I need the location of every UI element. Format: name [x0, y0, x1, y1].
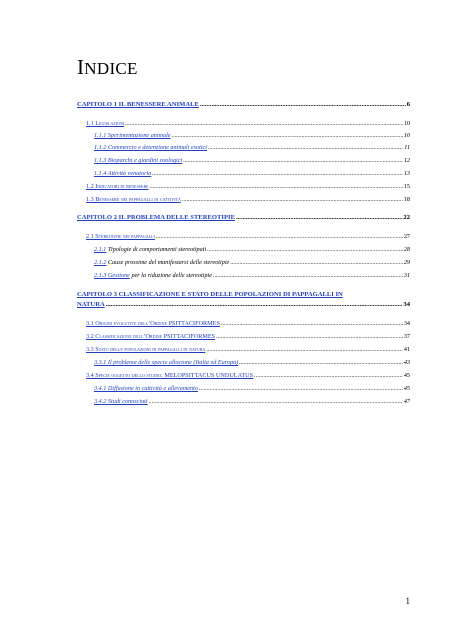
toc-entry-3-4[interactable] [86, 371, 410, 380]
toc-entry-text: Cause prossime del manifestarsi delle stereotipie [107, 259, 230, 266]
toc-link[interactable]: 3.1 Origini evolutive dell’Ordine PSITTACIFORMES [86, 320, 220, 327]
toc-entry-chapter-1[interactable] [77, 100, 410, 109]
leader-dots [213, 271, 403, 280]
toc-entry-2-1-2[interactable] [94, 258, 410, 267]
toc-link[interactable]: 3.3 Stato delle popolazioni di pappagalli in natura [86, 346, 206, 353]
leader-dots [156, 232, 403, 241]
toc-entry-2-1-1[interactable] [94, 245, 410, 254]
toc-link[interactable]: 1.1.4 Attività venatoria [94, 170, 152, 177]
toc-link[interactable]: CAPITOLO 3 CLASSIFICAZIONE E STATO DELLE POPOLAZIONI DI PAPPAGALLI IN [77, 291, 343, 298]
leader-dots [254, 371, 403, 380]
toc-link[interactable]: 1.1.1 Sperimentazione animale [94, 132, 171, 139]
toc-entry-1-3[interactable] [86, 195, 410, 204]
toc-entry-3-4-2[interactable] [94, 397, 410, 406]
leader-dots [125, 119, 403, 128]
toc-entry-chapter-3[interactable] [77, 300, 410, 309]
leader-dots [207, 245, 403, 254]
toc-page-number: 11 [404, 144, 410, 151]
leader-dots [152, 169, 403, 178]
toc-page-number: 15 [403, 183, 410, 190]
toc-entry-text: per la riduzione delle stereotipie [131, 272, 213, 279]
toc-page-number: 28 [403, 246, 410, 253]
toc-entry-chapter-3-line-1[interactable] [77, 290, 343, 299]
toc-page-number: 18 [403, 196, 410, 203]
toc-link[interactable]: 1.2 Indicatori di benessere [86, 183, 149, 190]
toc-page-number: 34 [403, 320, 410, 327]
toc-page-number: 41 [403, 346, 410, 353]
toc-page-number: 45 [403, 372, 410, 379]
toc-page-number: 43 [403, 359, 410, 366]
toc-page-number: 45 [403, 385, 410, 392]
toc-entry-3-3[interactable] [86, 345, 410, 354]
toc-link[interactable]: 1.1 Legislazioni [86, 120, 125, 127]
toc-entry-3-3-1[interactable] [94, 358, 410, 367]
toc-page-number: 12 [403, 157, 410, 164]
leader-dots [149, 397, 403, 406]
toc-page-number: 13 [403, 170, 410, 177]
leader-dots [106, 300, 403, 309]
toc-page-number: 6 [406, 101, 410, 108]
toc-page-number: 10 [403, 120, 410, 127]
toc-entry-2-1-3[interactable] [94, 271, 410, 280]
toc-page-number: 27 [403, 233, 410, 240]
leader-dots [172, 131, 403, 140]
toc-link[interactable]: 2.1 Stereotipie nei pappagalli [86, 233, 155, 240]
page-number: 1 [405, 596, 410, 606]
leader-dots [182, 195, 403, 204]
toc-entry-1-2[interactable] [86, 182, 410, 191]
toc-link[interactable]: 3.4.1 Diffusione in cattività e allevamento [94, 385, 198, 392]
leader-dots [216, 332, 403, 341]
toc-link[interactable]: CAPITOLO 2 IL PROBLEMA DELLE STEREOTIPIE [77, 214, 235, 221]
toc-page-number: 47 [403, 398, 410, 405]
leader-dots [183, 156, 403, 165]
toc-entry-2-1[interactable] [86, 232, 410, 241]
toc-link[interactable]: 2.1.2 [94, 259, 107, 266]
toc-page-number: 34 [403, 301, 410, 308]
toc-entry-1-1-2[interactable] [94, 143, 410, 152]
toc-page-number: 10 [403, 132, 410, 139]
toc-entry-3-1[interactable] [86, 319, 410, 328]
toc-link[interactable]: CAPITOLO 1 IL BENESSERE ANIMALE [77, 101, 199, 108]
leader-dots [236, 213, 402, 222]
toc-page-number: 37 [403, 333, 410, 340]
toc-entry-1-1[interactable] [86, 119, 410, 128]
page-title: INDICE [77, 55, 138, 79]
leader-dots [239, 358, 403, 367]
toc-link[interactable]: 3.3.1 Il problema delle specie alloctone (Italia ed Europa) [94, 359, 239, 366]
toc-link[interactable]: 3.4 Specie oggetto dello studio: MELOPSITTACUS UNDULATUS [86, 372, 254, 379]
leader-dots [230, 258, 403, 267]
toc-link[interactable]: 2.1.1 [94, 246, 107, 253]
leader-dots [150, 182, 403, 191]
leader-dots [206, 345, 402, 354]
toc-link[interactable]: 3.4.2 Studi conosciuti [94, 398, 148, 405]
toc-link[interactable]: 1.3 Benessere nei pappagalli in cattività [86, 196, 181, 203]
toc-entry-text: Tipologie di comportamenti stereotipati [107, 246, 207, 253]
toc-link[interactable]: NATURA [77, 301, 105, 308]
toc-entry-1-1-4[interactable] [94, 169, 410, 178]
toc-page-number: 22 [403, 214, 410, 221]
leader-dots [199, 384, 403, 393]
toc-entry-chapter-2[interactable] [77, 213, 410, 222]
toc-page-number: 29 [403, 259, 410, 266]
toc-link[interactable]: 3.2 Classificazione dell’Ordine PSITTACIFORMES [86, 333, 216, 340]
leader-dots [208, 143, 403, 152]
toc-entry-3-2[interactable] [86, 332, 410, 341]
toc-page-number: 31 [403, 272, 410, 279]
toc-link[interactable]: 2.1.3 Gestione [94, 272, 130, 279]
toc-link[interactable]: 1.1.3 Bioparchi e giardini zoologici [94, 157, 183, 164]
toc-entry-3-4-1[interactable] [94, 384, 410, 393]
toc-entry-1-1-3[interactable] [94, 156, 410, 165]
leader-dots [200, 100, 406, 109]
toc-entry-1-1-1[interactable] [94, 131, 410, 140]
leader-dots [221, 319, 403, 328]
toc-link[interactable]: 1.1.2 Commercio e detenzione animali esotici [94, 144, 208, 151]
